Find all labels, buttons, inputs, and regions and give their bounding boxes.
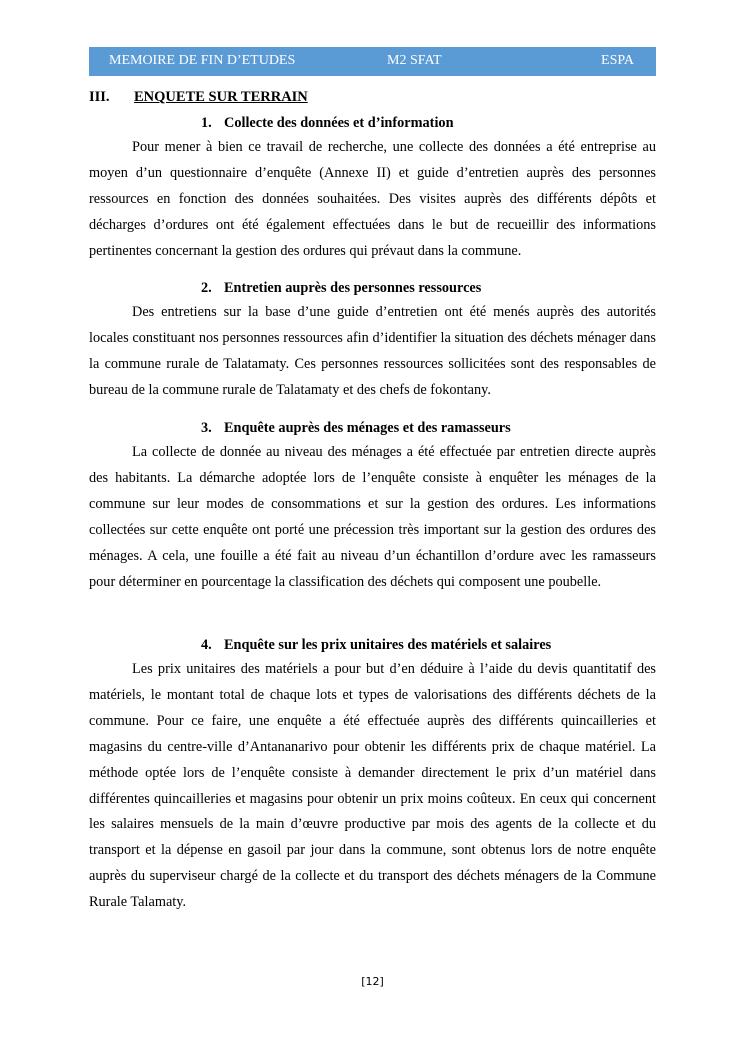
paragraph: La collecte de donnée au niveau des ménages a été effectuée par entretien directe auprès des habitants. La démarche adoptée lors de l’enquête consiste à enquêter les ménages de la commune sur leur modes de consommations et sur la gestion des ordures. Les informations collectées sur cette enquête ont porté une précession très important sur la gestion des ordures des ménages. A cela, une fouille a été fait au niveau d’un échantillon d’ordure avec les ramasseurs pour déterminer en pourcentage la classification des déchets qui composent une poubelle.: [89, 444, 656, 590]
subsection-title: Entretien auprès des personnes ressources: [224, 280, 482, 296]
subsection-number: 2.: [201, 280, 212, 296]
page-header: [89, 47, 656, 76]
subsection-heading: [201, 420, 511, 437]
subsection-title: Enquête sur les prix unitaires des matériels et salaires: [224, 637, 552, 653]
paragraph: Des entretiens sur la base d’une guide d’entretien ont été menés auprès des autorités locales constituant nos personnes ressources afin d’identifier la situation des déchets ménager dans la commune rurale de Talatamaty. Ces personnes ressources sollicitées sont des responsables de bureau de la commune rurale de Talatamaty et des chefs de fokontany.: [89, 304, 656, 398]
paragraph: Pour mener à bien ce travail de recherche, une collecte des données a été entreprise au moyen d’un questionnaire d’enquête (Annexe II) et guide d’entretien auprès des personnes ressources en fonction des données souhaitées. Des visites auprès des différents dépôts et décharges d’ordures ont été également effectuées dans le but de recueillir des informations pertinentes concernant la gestion des ordures qui prévaut dans la commune.: [89, 139, 656, 259]
header-school-label: ESPA: [601, 53, 634, 68]
header-thesis-label: MEMOIRE DE FIN D’ETUDES: [109, 53, 296, 68]
subsection-number: 3.: [201, 420, 212, 436]
section-title: ENQUETE SUR TERRAIN: [134, 89, 308, 105]
subsection-number: 1.: [201, 115, 212, 131]
section-number: III.: [89, 89, 110, 105]
header-program-label: M2 SFAT: [387, 53, 442, 68]
subsection-heading: [201, 280, 481, 297]
subsection-number: 4.: [201, 637, 212, 653]
subsection-title: Enquête auprès des ménages et des ramasseurs: [224, 420, 511, 436]
page-number: [12]: [361, 975, 384, 988]
subsection-title: Collecte des données et d’information: [224, 115, 454, 131]
subsection-heading: [201, 115, 454, 132]
paragraph: Les prix unitaires des matériels a pour but d’en déduire à l’aide du devis quantitatif des matériels, le montant total de chaque lots et types de valorisations des différents déchets de la commune. Pour ce faire, une enquête a été effectuée auprès des différents quincailleries et magasins du centre-ville d’Antananarivo pour obtenir les différents prix de chaque matériel. La méthode optée lors de l’enquête consiste à demander directement le prix d’un matériel dans différentes quincailleries et magasins pour obtenir un prix moins coûteux. En ceux qui concernent les salaires mensuels de la main d’œuvre productive par mois des agents de la collecte et du transport et la dépense en gasoil par jour dans la commune, sont obtenus lors de notre enquête auprès du superviseur chargé de la collecte et du transport des déchets ménagers de la Commune Rurale Talamaty.: [89, 661, 656, 911]
section-heading: [89, 89, 308, 106]
subsection-heading: [201, 637, 551, 654]
